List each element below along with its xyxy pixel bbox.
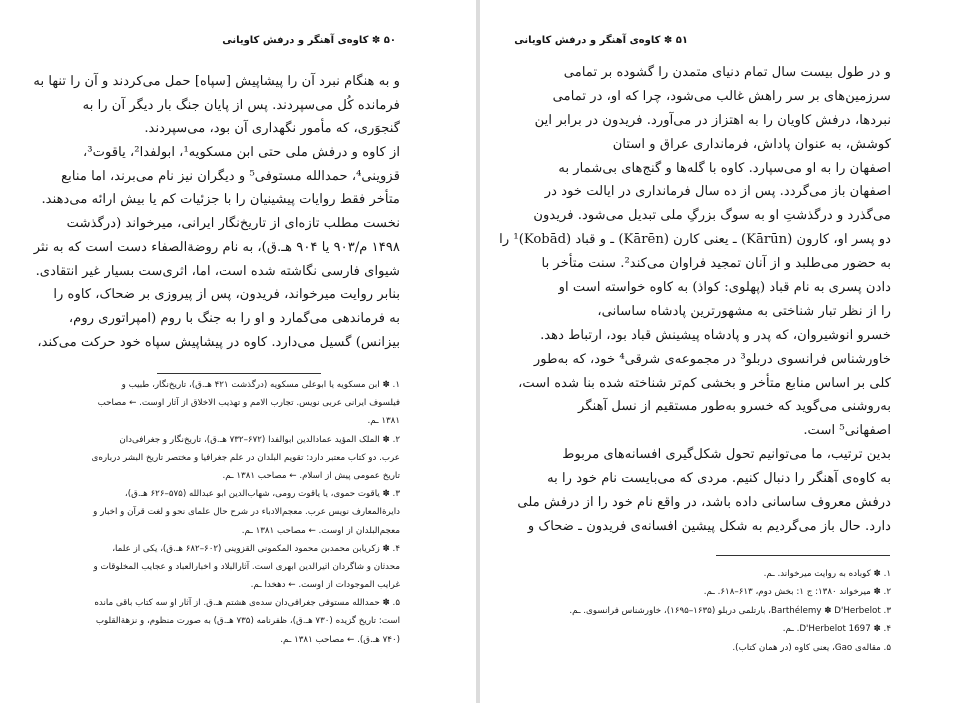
body-line: دادن پسری به نام قباد (پهلوی: کواذ) به کاوه خواسته است او (558, 280, 891, 296)
body-line: اصفهان را به او می‌سپارد. کاوه با گله‌ها و گنج‌های بی‌شمار به (558, 160, 891, 176)
footnote-line: است: تاریخ گزیده (۷۳۰ هـ.ق)، ظفرنامه (۷۳۵ هـ.ق) به صورت منظوم، و نزهةالقلوب (95, 616, 400, 627)
body-text (499, 61, 891, 539)
body-line: می‌گذرد و درگذشتِ او به سوگ بزرگِ ملی تبدیل می‌شود. فریدون (533, 208, 891, 224)
body-line: کوشش، به عنوان پاداش، فرمانداری عراق و استان (612, 136, 891, 152)
body-line: خاورشناس فرانسوی دربلو³ در مجموعه‌ی شرقی⁴ خود، که به‌طور (533, 351, 891, 367)
left-page (0, 0, 476, 703)
body-line: نبردها، درفش کاویان را به اهتزاز در می‌آورد. فریدون در برابر این (534, 112, 891, 128)
body-line: دارد. حال باز می‌گردیم به شکل پیشین افسانه‌ی فریدون ـ ضحاک و (527, 518, 891, 534)
footnote-line: ۴. ✽ زکریابن محمدبن محمود المکمونی القزوینی (۶۰۲–۶۸۲ هـ.ق)، یکی از علما، (112, 543, 400, 554)
body-line: شیوای فارسی نگاشته شده است، اما، اثری‌ست بسیار غیر انتقادی. (35, 263, 400, 279)
footnote-line: دایرةالمعارف نویس عرب. معجم‌الادباء در شرح حال علمای نحو و لغت قرآن و اخبار و (93, 507, 400, 518)
footnote-divider (157, 373, 321, 374)
body-line: بیزانس) گسیل می‌دارد. کاوه در پیشاپیش سپاه خود حرکت می‌کند، (37, 334, 400, 350)
body-line: به کاوه‌ی آهنگر را دنبال کنیم. مردی که می‌بایست نام خود را به (547, 471, 891, 487)
footnote-line: ۱. ✽ ابن مسکویه یا ابوعلی مسکویه (درگذشت ۴۲۱ هـ.ق)، تاریخ‌نگار، طبیب و (121, 380, 400, 390)
body-line: نخست مطلب تازه‌ای از تاریخ‌نگار ایرانی، میرخواند (درگذشت (66, 216, 400, 232)
footnote-line: ۵. ✽ حمدالله مستوفی جغرافی‌دان سده‌ی هشتم هـ.ق. از آثار او سه کتاب باقی مانده (94, 598, 400, 609)
header-separator: ✽ (663, 35, 673, 46)
body-line: گنجوَری، که مأمور نگهداری آن بود، می‌سپردند. (144, 121, 400, 137)
footnote-line: معجم‌البلدان از اوست. ← مصاحب ۱۳۸۱ ـم. (241, 525, 400, 536)
right-page (480, 0, 961, 703)
header-separator: ✽ (371, 35, 381, 46)
page-header (222, 35, 400, 46)
running-title: کاوه‌ی آهنگر و درفش کاویانی (514, 35, 661, 46)
body-line: به حضور می‌طلبد و از آنان تمجید فراوان می‌کند². سنت متأخر با (541, 256, 891, 272)
page-header (514, 35, 692, 46)
footnote-line: ۱. ✽ کوباده به روایت میرخواند. ـم. (763, 569, 891, 579)
footnote-line: ۴. ✽ D'Herbelot 1697. ـم. (782, 624, 891, 635)
footnote-line: ۵. مقاله‌ی Gao، یعنی کاوه (در همان کتاب). (732, 642, 891, 653)
page-number: ۵۱ (675, 35, 688, 46)
body-line: دو پسر او، کارون (Kārūn) ـ یعنی کارن (Kārēn) ـ و قباد (Kobād)¹ را (499, 232, 891, 248)
running-title: کاوه‌ی آهنگر و درفش کاویانی (222, 35, 369, 46)
body-line: و به هنگام نبرد آن را پیشاپیش [سپاه] حمل می‌کردند و آن را تنها به (33, 74, 400, 89)
footnotes (548, 565, 891, 657)
body-line: قزوینی⁴، حمدالله مستوفی⁵ و دیگران نیز نام می‌برند، اما منابع (61, 168, 400, 184)
footnote-line: ۲. ✽ میرخواند ۱۳۸۰: ج ۱: بخش دوم، ۶۱۳–۶۱۸. ـم. (703, 587, 891, 598)
body-line: به فرماندهی می‌گمارد و او را به جنگ با روم (امپراتوری روم، (68, 310, 400, 326)
body-line: بنابر روایت میرخواند، فریدون، پس از پیروزی بر ضحاک، کاوه را (53, 287, 400, 303)
body-line: از کاوه و درفش ملی حتی ابن مسکویه¹، ابولفدا²، یاقوت³، (83, 145, 400, 161)
body-line: درفش معروف ساسانی داده باشد، در واقع نام خود را از درفش ملی (517, 495, 891, 511)
body-text (33, 70, 400, 354)
body-line: به‌روشنی می‌گوید که خسرو به‌طور مستقیم از نسل آهنگر (578, 399, 891, 415)
footnote-line: ۳. Barthélemy ✽ D'Herbelot، بارتلمی دربلو (۱۶۳۵–۱۶۹۵)، خاورشناس فرانسوی. ـم. (569, 605, 891, 616)
page-number: ۵۰ (383, 35, 396, 46)
footnote-line: ۲. ✽ الملک المؤید عمادالدین ابوالفدا (۶۷۲–۷۳۲ هـ.ق)، تاریخ‌نگار و جغرافی‌دان (119, 434, 400, 445)
body-line: بدین ترتیب، ما می‌توانیم تحول شکل‌گیری افسانه‌های مربوط (562, 447, 891, 463)
footnote-line: تاریخ عمومی پیش از اسلام. ← مصاحب ۱۳۸۱ ـم. (222, 470, 400, 481)
body-line: اصفهان باز می‌گردد. پس از ده سال فرمانداری در ایالت خود در (544, 184, 891, 200)
footnote-line: فیلسوف ایرانی عربی نویس. تجارب الامم و تهذیب الاخلاق از آثار اوست. ← مصاحب (97, 398, 400, 409)
footnote-line: عرب. دو کتاب معتبر دارد: تقویم البلدان در علم جغرافیا و مختصر تاریخ البشر درباره‌ی (91, 452, 400, 463)
body-line: اصفهانی⁵ است. (803, 423, 891, 439)
footnote-divider (716, 555, 890, 556)
body-line: را از نظر تبار شناختی به مشهورترین پادشاه ساسانی، (597, 303, 891, 319)
footnotes (74, 376, 400, 649)
footnote-line: غرایب الموجودات از اوست. ← دهخدا ـم. (250, 580, 400, 591)
body-line: و در طول بیست سال تمام دنیای متمدن را گشوده بر تمامی (563, 65, 891, 80)
body-line: ۱۴۹۸ م/۹۰۳ یا ۹۰۴ هـ.ق)، به نام روضةالصفاء دست است که به نثر (33, 239, 400, 255)
body-line: فرمانده کُل می‌سپردند. پس از پایان جنگ بار دیگر آن را به (82, 97, 400, 113)
body-line: متأخر فقط روایات پیشینیان را با جزئیات کم یا بیش ارائه می‌دهند. (41, 192, 400, 208)
body-line: خسرو انوشیروان، که پدر و پادشاه پیشینش قباد بود، ارتباط دهد. (540, 327, 891, 343)
footnote-line: ۱۳۸۱ ـم. (367, 416, 400, 427)
body-line: کلی بر اساس منابع متأخر و بخشی کم‌تر شناخته شده بنا شده است، (518, 375, 891, 391)
body-line: سرزمین‌های بر سر راهش غالب می‌شود، چرا که او، در تمامی (552, 88, 891, 104)
footnote-line: ۳. ✽ یاقوت حموی، یا یاقوت رومی، شهاب‌الدین ابو عبدالله (۵۷۵–۶۲۶ هـ.ق)، (124, 489, 400, 500)
footnote-line: (۷۴۰ هـ.ق). ← مصاحب ۱۳۸۱ ـم. (280, 634, 400, 645)
footnote-line: محدثان و شاگردان اثیرالدین ابهری است. آثارالبلاد و اخبارالعباد و عجایب المخلوقات و (93, 561, 400, 572)
